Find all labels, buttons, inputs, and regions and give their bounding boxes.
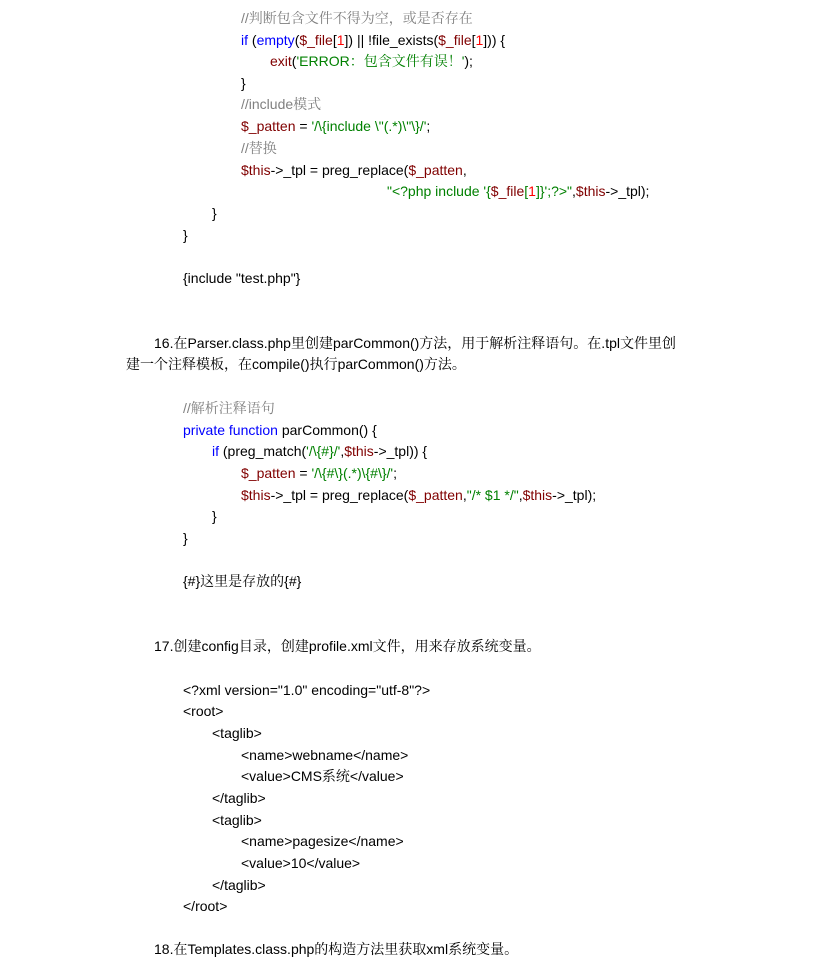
code-line (241, 30, 505, 51)
code-line (183, 528, 188, 549)
code-line (241, 94, 321, 115)
code-token: ])) { (483, 32, 506, 48)
code-line (183, 571, 301, 592)
code-line (212, 203, 217, 224)
code-line (183, 398, 275, 419)
code-token: $this (241, 162, 271, 178)
code-token: parCommon() { (277, 422, 377, 438)
code-token: [ (332, 32, 337, 48)
code-token: ->_tpl); (552, 487, 597, 503)
code-token: 1 (475, 32, 484, 48)
code-token: 1 (528, 183, 536, 199)
code-token: $this (575, 183, 606, 199)
code-token: , (518, 487, 523, 503)
code-token: $_patten (241, 118, 296, 134)
code-token: } (183, 227, 188, 243)
code-token: 1 (336, 32, 345, 48)
xml-line: <name>webname</name> (241, 747, 409, 763)
code-token: //判断包含文件不得为空，或是否存在 (241, 10, 473, 26)
code-token: '/\{include \"(.*)\"\}/' (311, 118, 427, 134)
code-line (270, 51, 473, 72)
code-token: , (462, 162, 467, 178)
code-line (241, 116, 430, 137)
code-token: //解析注释语句 (183, 400, 275, 416)
xml-line: </root> (183, 898, 228, 914)
code-token: $this (344, 443, 374, 459)
code-line (241, 138, 277, 159)
code-token: "<?php include '{ (387, 183, 491, 199)
code-token: {include "test.php"} (183, 270, 301, 286)
code-token: } (241, 75, 246, 91)
code-token: $this (241, 487, 271, 503)
code-token: ->_tpl)) { (373, 443, 428, 459)
code-line (387, 181, 649, 202)
code-token: ]}';?>" (535, 183, 573, 199)
paragraph-17: 17.创建config目录，创建profile.xml文件，用来存放系统变量。 (154, 638, 541, 654)
code-token: //include模式 (241, 96, 322, 112)
paragraph-16-line-1: 16.在Parser.class.php里创建parCommon()方法，用于解析注释语句。在.tpl文件里创 (154, 335, 676, 351)
code-token: ( (248, 32, 257, 48)
code-token: exit (270, 53, 292, 69)
code-token: ( (291, 53, 297, 69)
code-token: $_file (299, 32, 333, 48)
xml-line: <root> (183, 703, 224, 719)
code-token: $this (522, 487, 553, 503)
code-line (183, 268, 300, 289)
code-token: , (572, 183, 576, 199)
code-token: '/\{#}/' (306, 443, 341, 459)
code-token: //替换 (241, 140, 277, 156)
code-token: ); (464, 53, 473, 69)
code-token: "/* $1 */" (466, 487, 519, 503)
code-token: [ (524, 183, 529, 199)
code-token: (preg_match( (219, 443, 307, 459)
code-token: $_file (490, 183, 525, 199)
code-line (241, 8, 473, 29)
code-token: [ (471, 32, 476, 48)
paragraph-18: 18.在Templates.class.php的构造方法里获取xml系统变量。 (154, 941, 519, 957)
code-token: } (212, 508, 217, 524)
code-line (183, 225, 188, 246)
code-token: empty (256, 32, 295, 48)
code-line (212, 506, 217, 527)
code-token: ; (393, 465, 397, 481)
code-token: ]) || !file_exists( (344, 32, 439, 48)
code-token: ( (294, 32, 300, 48)
code-token: if (241, 32, 248, 48)
code-token: ; (426, 118, 431, 134)
code-token: $_file (438, 32, 472, 48)
code-token: = (295, 465, 312, 481)
code-token: ->_tpl); (605, 183, 650, 199)
code-line (241, 485, 596, 506)
code-line (241, 160, 467, 181)
code-token: if (212, 443, 219, 459)
xml-line: <?xml version="1.0" encoding="utf-8"?> (183, 682, 431, 698)
code-token: ->_tpl = preg_replace( (270, 487, 409, 503)
code-token: ->_tpl = preg_replace( (270, 162, 409, 178)
xml-line: <value>10</value> (241, 855, 361, 871)
code-line (212, 441, 427, 462)
xml-line: <value>CMS系统</value> (241, 768, 404, 784)
code-token: , (462, 487, 467, 503)
code-token: $_patten (241, 465, 296, 481)
xml-line: <taglib> (212, 725, 262, 741)
code-token: private function (183, 422, 278, 438)
code-token: {#}这里是存放的{#} (183, 573, 302, 589)
code-token: 'ERROR：包含文件有误！' (296, 53, 465, 69)
code-token: , (340, 443, 345, 459)
code-token: $_patten (408, 487, 463, 503)
code-line (241, 463, 397, 484)
code-line (241, 73, 246, 94)
code-token: '/\{#\}(.*)\{#\}/' (311, 465, 394, 481)
paragraph-16-line-2: 建一个注释模板，在compile()执行parCommon()方法。 (126, 356, 466, 372)
code-token: = (295, 118, 312, 134)
code-token: } (183, 530, 188, 546)
code-line (183, 420, 377, 441)
code-token: } (212, 205, 217, 221)
code-token: $_patten (408, 162, 463, 178)
xml-line: </taglib> (212, 790, 266, 806)
xml-line: <name>pagesize</name> (241, 833, 404, 849)
xml-line: <taglib> (212, 812, 262, 828)
xml-line: </taglib> (212, 877, 266, 893)
